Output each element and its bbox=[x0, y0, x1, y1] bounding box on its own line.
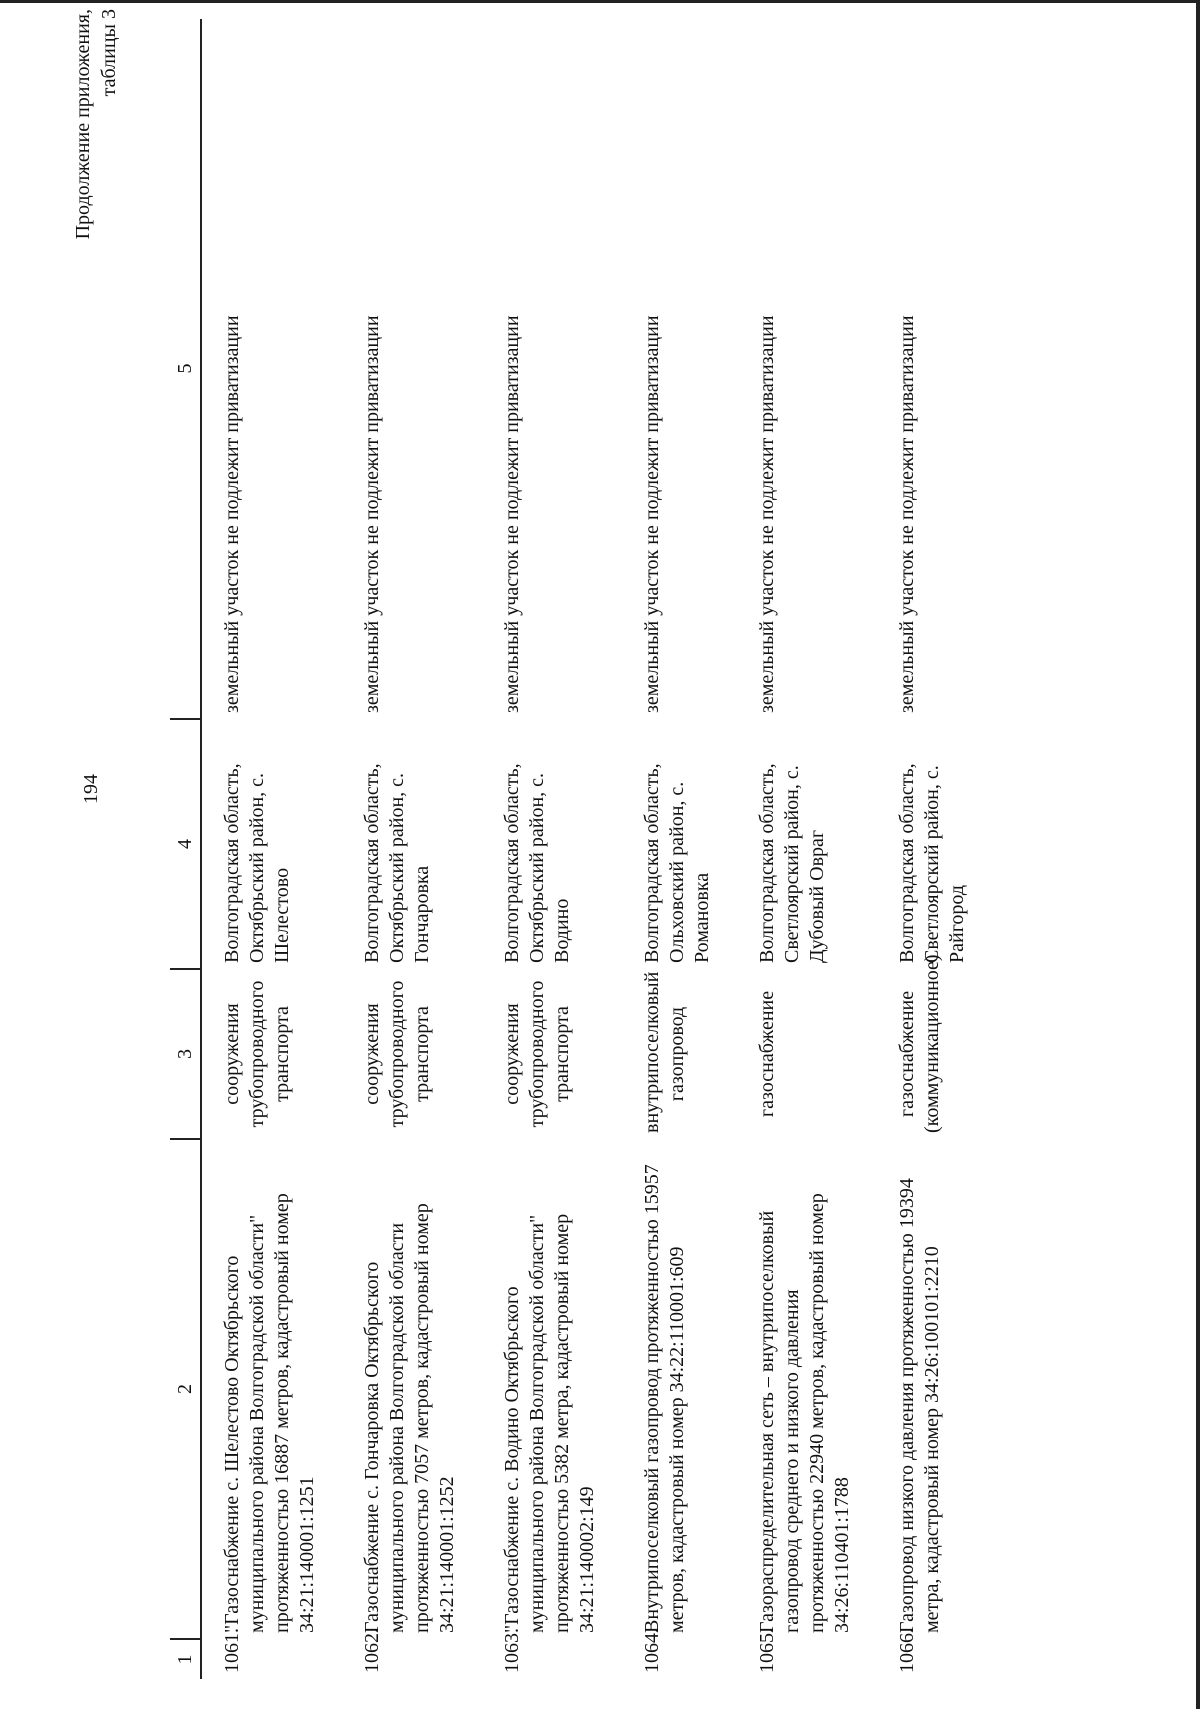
table-row bbox=[342, 19, 482, 1679]
table-row bbox=[622, 19, 737, 1679]
row-number: 1062. bbox=[361, 1628, 383, 1673]
table-row bbox=[482, 19, 622, 1679]
row-number: 1065. bbox=[756, 1628, 778, 1673]
column-header-3: 3 bbox=[170, 969, 201, 1139]
object-type: сооружения трубопроводного транспорта bbox=[501, 980, 573, 1128]
object-address: Волгоградская область, Ольховский район, с. Романовка bbox=[641, 763, 713, 963]
object-note: земельный участок не подлежит приватизации bbox=[641, 315, 663, 713]
object-address: Волгоградская область, Светлоярский район, с. Дубовый Овраг bbox=[756, 763, 828, 963]
continuation-line-2: таблицы 3 bbox=[98, 9, 120, 97]
object-type: сооружения трубопроводного транспорта bbox=[361, 980, 433, 1128]
object-name: Газораспределительная сеть – внутрипоселковый газопровод среднего и низкого давления протяженностью 22940 метров, кадастровый номер 34:26:110401:1788 bbox=[756, 1193, 853, 1633]
object-name: "Газоснабжение с. Водино Октябрьского муниципального района Волгоградской области" протяженностью 5382 метра, кадастровый номер 34:21:140002:149 bbox=[501, 1213, 598, 1633]
column-header-2: 2 bbox=[170, 1139, 201, 1639]
row-number: 1061. bbox=[221, 1628, 243, 1673]
object-address: Волгоградская область, Октябрьский район, с. Шелестово bbox=[221, 763, 293, 963]
header-row bbox=[170, 19, 201, 1679]
table-row bbox=[737, 19, 877, 1679]
object-name: Газоснабжение с. Гончаровка Октябрьского муниципального района Волгоградской области протяженностью 7057 метров, кадастровый номер 34:21:140001:1252 bbox=[361, 1203, 458, 1633]
object-note: земельный участок не подлежит приватизации bbox=[501, 315, 523, 713]
page-number: 194 bbox=[80, 774, 102, 804]
column-header-5: 5 bbox=[170, 19, 201, 719]
object-address: Волгоградская область, Октябрьский район, с. Гончаровка bbox=[361, 763, 433, 963]
object-type: газоснабжение (коммуникационное) bbox=[896, 954, 943, 1133]
object-note: земельный участок не подлежит приватизации bbox=[361, 315, 383, 713]
continuation-heading bbox=[70, 9, 122, 459]
column-header-1: 1 bbox=[170, 1639, 201, 1679]
row-number: 1063. bbox=[501, 1628, 523, 1673]
column-header-4: 4 bbox=[170, 719, 201, 969]
row-number: 1066. bbox=[896, 1628, 918, 1673]
object-name: Внутрипоселковый газопровод протяженностью 15957 метров, кадастровый номер 34:22:110001:609 bbox=[641, 1164, 688, 1633]
object-type: сооружения трубопроводного транспорта bbox=[221, 980, 293, 1128]
object-type: газоснабжение bbox=[756, 990, 778, 1118]
row-number: 1064. bbox=[641, 1628, 663, 1673]
object-type: внутрипоселковый газопровод bbox=[641, 971, 688, 1133]
table-row bbox=[201, 19, 342, 1679]
continuation-line-1: Продолжение приложения, bbox=[72, 9, 94, 240]
object-name: Газопровод низкого давления протяженностью 19394 метра, кадастровый номер 34:26:100101:2210 bbox=[896, 1178, 943, 1633]
object-note: земельный участок не подлежит приватизации bbox=[221, 315, 243, 713]
object-address: Волгоградская область, Октябрьский район, с. Водино bbox=[501, 763, 573, 963]
object-address: Волгоградская область, Светлоярский район, с. Райгород bbox=[896, 763, 968, 963]
property-table bbox=[170, 19, 992, 1679]
object-note: земельный участок не подлежит приватизации bbox=[896, 315, 918, 713]
table-row bbox=[877, 19, 992, 1679]
object-name: "Газоснабжение с. Шелестово Октябрьского муниципального района Волгоградской области" протяженностью 16887 метров, кадастровый номер 34:21:140001:1251 bbox=[221, 1193, 318, 1633]
object-note: земельный участок не подлежит приватизации bbox=[756, 315, 778, 713]
